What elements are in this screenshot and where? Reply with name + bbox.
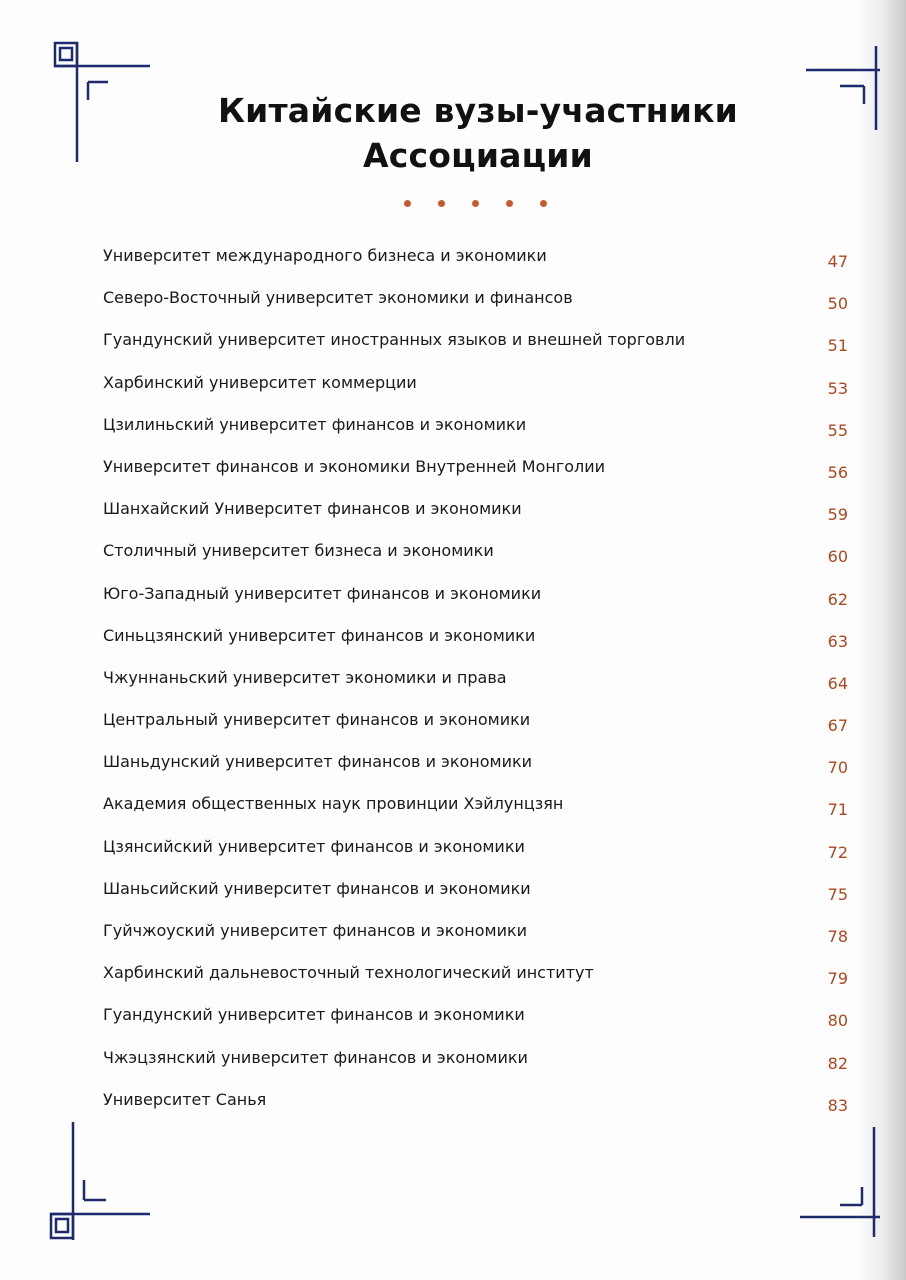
toc-entry-title: Университет Санья [103,1089,267,1109]
toc-entry[interactable] [103,370,848,412]
toc-entry-page: 82 [827,1053,848,1073]
toc-entry[interactable] [103,876,848,918]
toc-entry-page: 60 [827,547,848,567]
toc-entry[interactable] [103,918,848,960]
toc-entry[interactable] [103,243,848,285]
toc-entry[interactable] [103,834,848,876]
toc-entry-title: Университет финансов и экономики Внутренней Монголии [103,456,606,476]
toc-entry-title: Шаньсийский университет финансов и экономики [103,878,531,898]
toc-entry[interactable] [103,791,848,833]
table-of-contents [103,243,848,1129]
page-title-line-2: Ассоциации [363,136,593,175]
toc-entry-page: 75 [827,884,848,904]
toc-entry[interactable] [103,665,848,707]
dot-icon [506,200,513,207]
toc-entry[interactable] [103,960,848,1002]
dot-icon [404,200,411,207]
toc-entry[interactable] [103,538,848,580]
dot-icon [438,200,445,207]
decorative-dots [404,200,547,207]
toc-entry-title: Гуандунский университет финансов и экономики [103,1005,525,1025]
toc-entry-title: Цзилиньский университет финансов и экономики [103,414,527,434]
toc-entry-page: 59 [827,505,848,525]
toc-entry-page: 70 [827,758,848,778]
toc-entry-title: Чжэцзянский университет финансов и экономики [103,1047,528,1067]
toc-entry-title: Чжуннаньский университет экономики и права [103,667,507,687]
toc-entry[interactable] [103,749,848,791]
toc-entry-title: Университет международного бизнеса и экономики [103,246,547,265]
toc-entry-title: Столичный университет бизнеса и экономики [103,541,494,561]
toc-entry-page: 64 [827,673,848,693]
dot-icon [540,200,547,207]
toc-entry-page: 53 [827,378,848,398]
toc-entry-page: 67 [827,716,848,736]
toc-entry-title: Гуандунский университет иностранных языков и внешней торговли [103,330,686,350]
toc-entry[interactable] [103,1045,848,1087]
toc-entry-title: Харбинский университет коммерции [103,372,417,392]
toc-entry-title: Академия общественных наук провинции Хэйлунцзян [103,794,564,814]
toc-entry[interactable] [103,581,848,623]
corner-ornament-bottom-right [798,1125,880,1240]
toc-entry[interactable] [103,1002,848,1044]
toc-entry-page: 63 [827,631,848,651]
toc-entry-page: 78 [827,927,848,946]
toc-entry-page: 55 [827,420,848,440]
toc-entry-page: 80 [827,1011,848,1031]
toc-entry[interactable] [103,707,848,749]
toc-entry-title: Харбинский дальневосточный технологический институт [103,963,594,983]
page-title [0,88,906,178]
toc-entry[interactable] [103,327,848,369]
toc-entry-page: 56 [827,462,848,482]
toc-entry-page: 62 [827,589,848,609]
toc-entry[interactable] [103,454,848,496]
toc-entry-page: 71 [827,800,848,820]
toc-entry-page: 47 [827,252,848,271]
toc-entry-page: 83 [827,1095,848,1115]
toc-entry-page: 50 [827,294,848,314]
page-edge-shadow [856,0,906,1280]
toc-entry[interactable] [103,412,848,454]
page-title-line-1: Китайские вузы-участники [217,91,739,130]
corner-ornament-bottom-left [46,1120,154,1244]
toc-entry-page: 72 [827,842,848,862]
toc-entry-title: Шаньдунский университет финансов и экономики [103,752,533,772]
toc-entry-title: Цзянсийский университет финансов и экономики [103,836,525,856]
toc-entry[interactable] [103,1087,848,1129]
toc-entry[interactable] [103,285,848,327]
toc-entry-title: Центральный университет финансов и экономики [103,710,531,730]
toc-entry-page: 79 [827,969,848,989]
toc-entry-title: Шанхайский Университет финансов и экономики [103,499,522,519]
toc-entry[interactable] [103,623,848,665]
toc-entry-title: Юго-Западный университет финансов и экономики [103,583,542,603]
toc-entry[interactable] [103,496,848,538]
dot-icon [472,200,479,207]
toc-entry-page: 51 [827,336,848,356]
toc-entry-title: Синьцзянский университет финансов и экономики [103,625,536,645]
toc-entry-title: Гуйчжоуский университет финансов и экономики [103,921,528,940]
toc-entry-title: Северо-Восточный университет экономики и финансов [103,288,573,308]
